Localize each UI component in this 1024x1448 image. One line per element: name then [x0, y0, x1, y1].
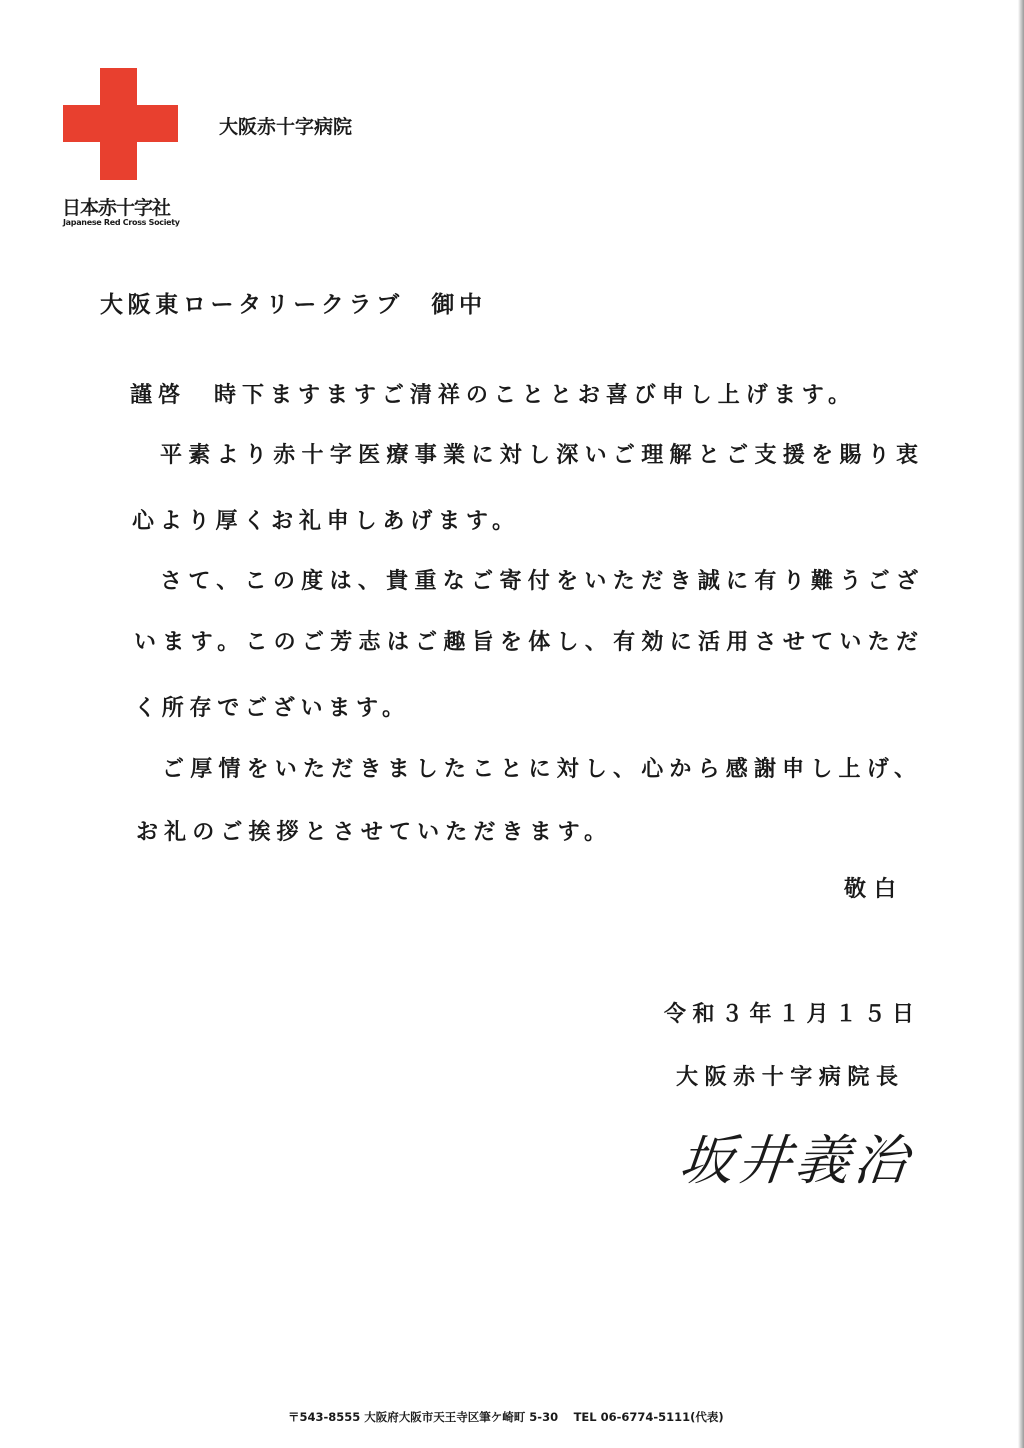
- footer-address: 〒543-8555 大阪府大阪市天王寺区筆ケ崎町 5-30 TEL 06-6774-5111(代表): [288, 1410, 724, 1424]
- body-line: 平素より赤十字医療事業に対し深いご理解とご支援を賜り衷: [160, 442, 918, 468]
- scan-edge: [1018, 0, 1024, 1448]
- body-line: お礼のご挨拶とさせていただきます。: [136, 819, 606, 845]
- body-line: ご厚情をいただきましたことに対し、心から感謝申し上げ、: [162, 756, 916, 782]
- body-line: います。このご芳志はご趣旨を体し、有効に活用させていただ: [134, 629, 918, 655]
- addressee: 大阪東ロータリークラブ 御中: [100, 291, 482, 318]
- body-line: さて、この度は、貴重なご寄付をいただき誠に有り難うござ: [160, 568, 918, 594]
- body-line: 謹啓 時下ますますご清祥のこととお喜び申し上げます。: [130, 382, 850, 408]
- closing: 敬白: [844, 876, 896, 902]
- cross-icon-horizontal: [63, 105, 178, 142]
- hospital-name: 大阪赤十字病院: [219, 116, 353, 138]
- signer-title: 大阪赤十字病院長: [676, 1064, 898, 1090]
- handwritten-signature: 坂井義治: [676, 1129, 915, 1192]
- logo-org-ja: 日本赤十字社: [62, 197, 171, 219]
- letter-date: 令和３年１月１５日: [664, 1001, 914, 1027]
- logo-org-en: Japanese Red Cross Society: [63, 218, 180, 227]
- body-line: く所存でございます。: [134, 695, 404, 721]
- body-line: 心より厚くお礼申しあげます。: [132, 508, 514, 534]
